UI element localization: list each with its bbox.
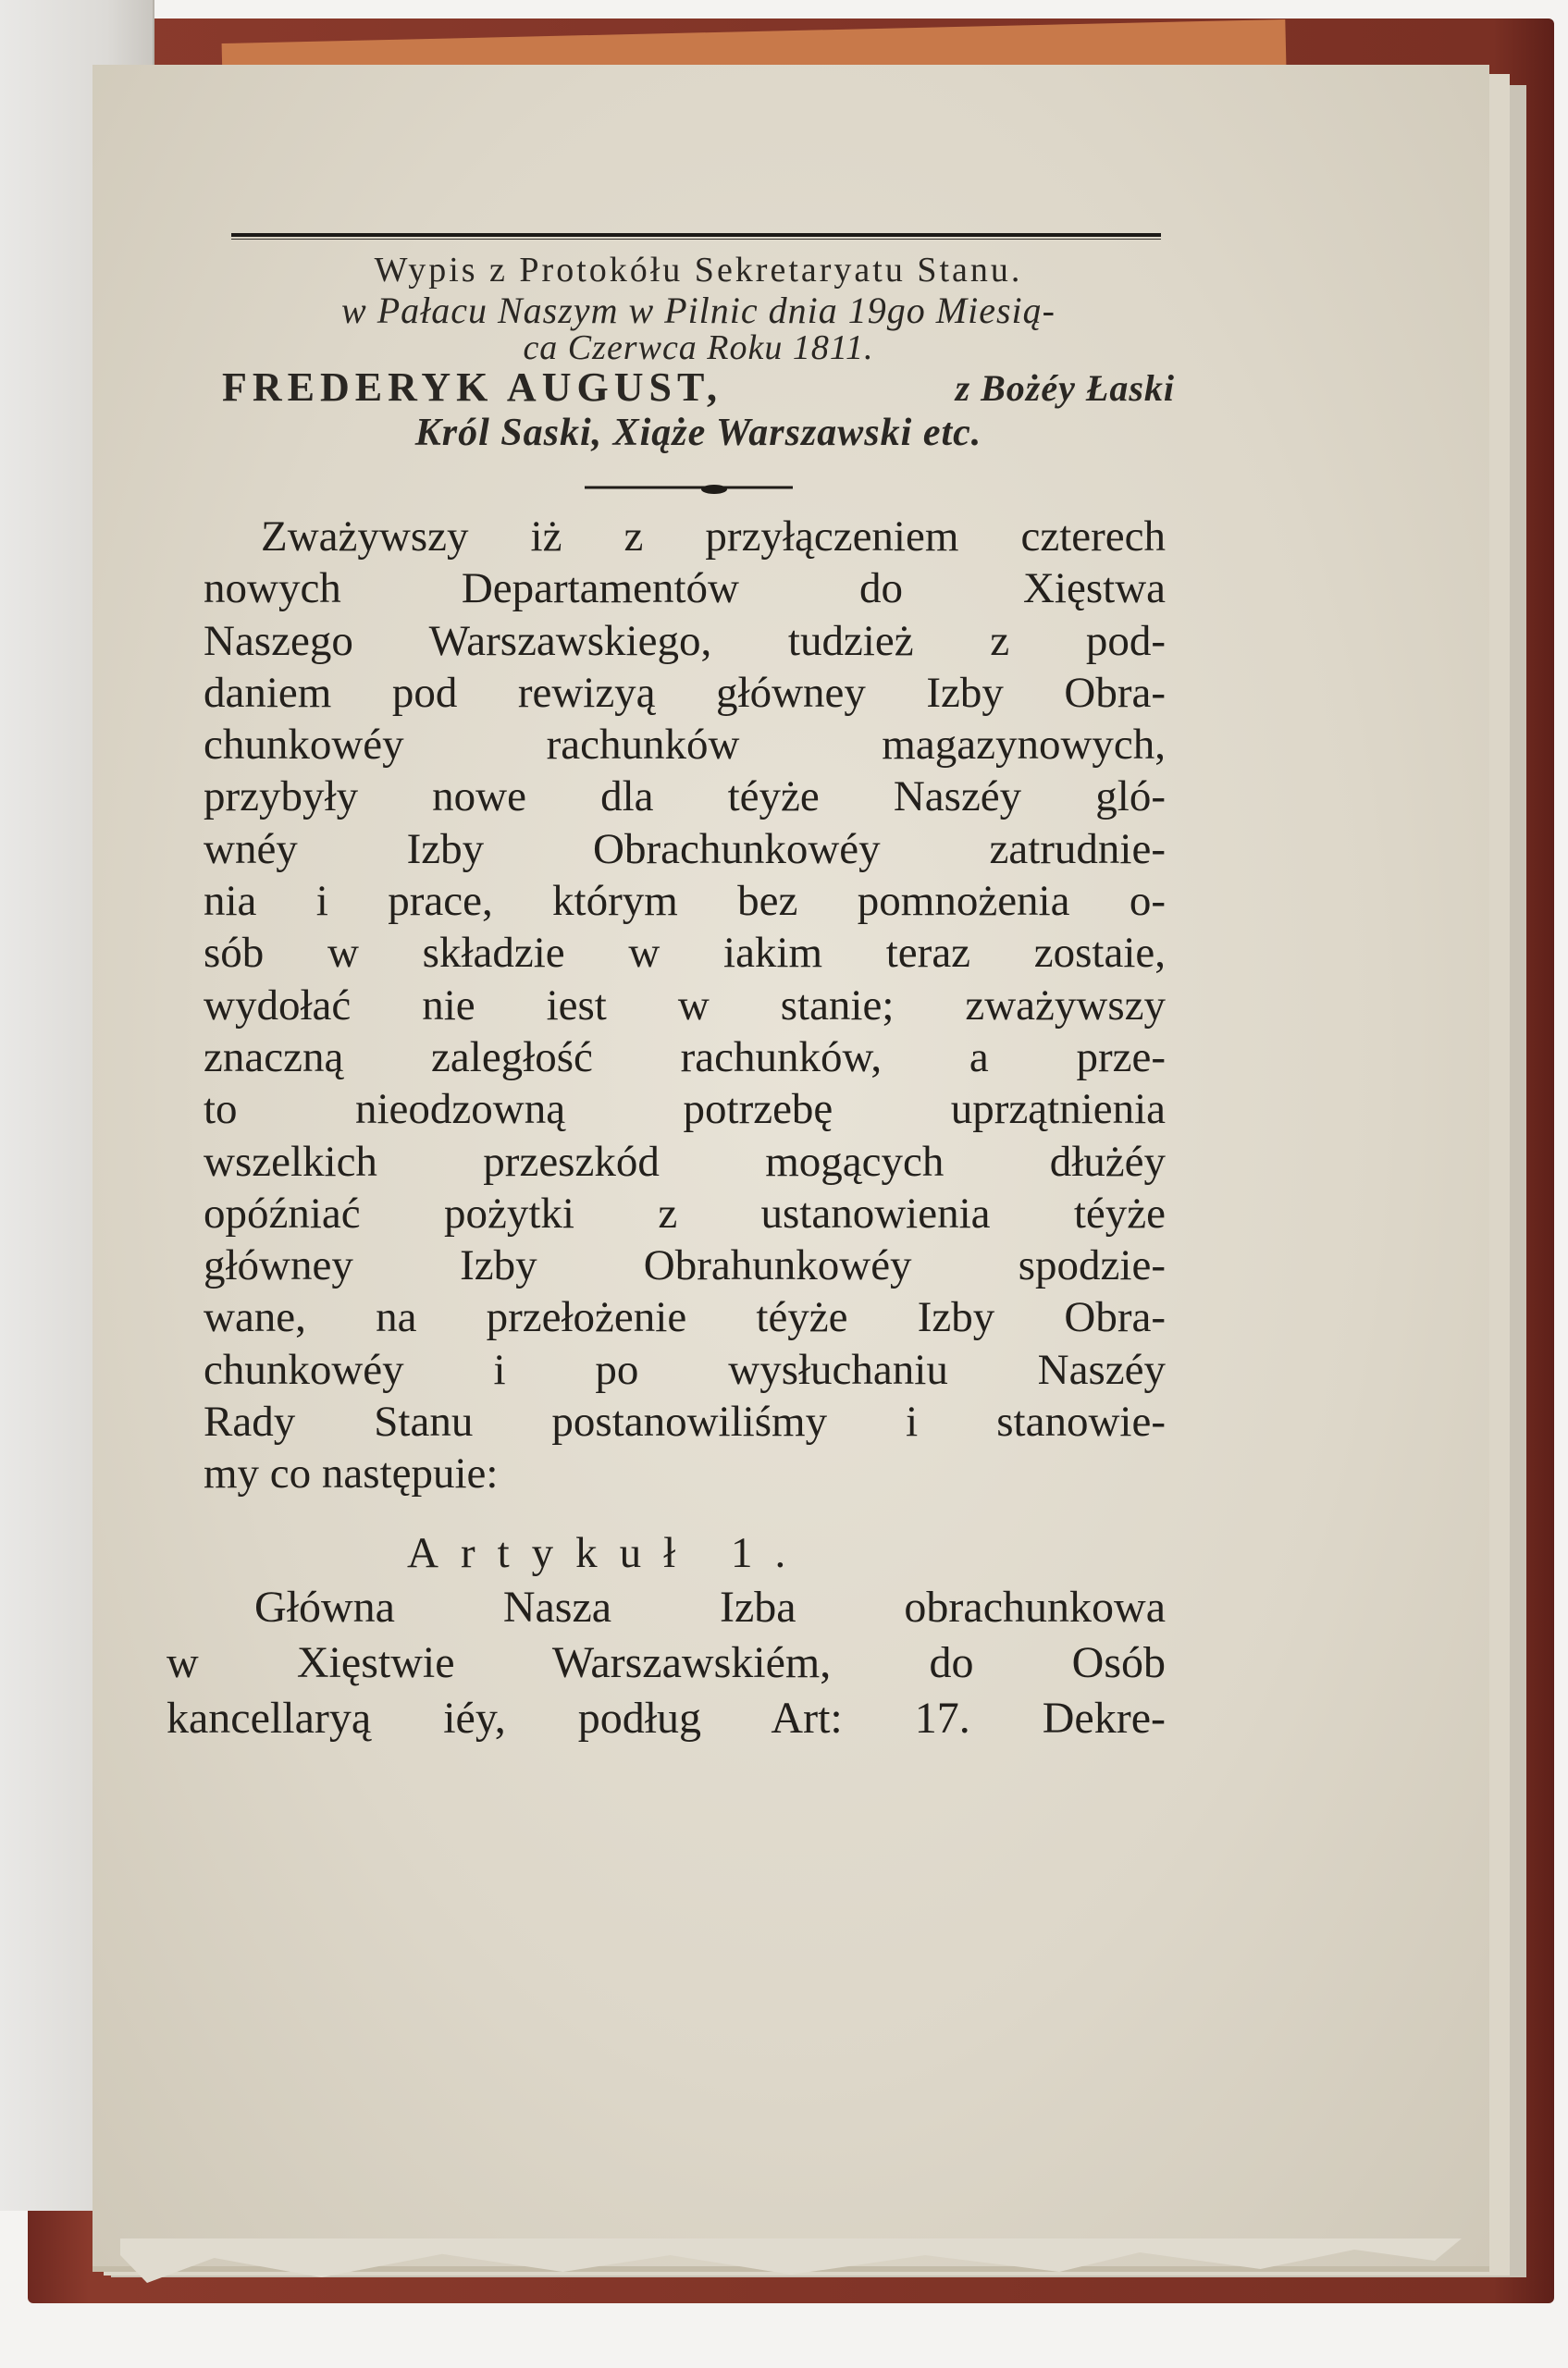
text-line: nowych Departamentów do Xięstwa bbox=[204, 564, 1166, 613]
text-line: my co następuie: bbox=[204, 1449, 499, 1498]
article-heading: Artykuł 1. bbox=[407, 1529, 809, 1577]
text-line: nia i prace, którym bez pomnożenia o- bbox=[204, 877, 1166, 926]
text-line: przybyły nowe dla téyże Naszéy gló- bbox=[204, 772, 1166, 821]
text-line: to nieodzowną potrzebę uprzątnienia bbox=[204, 1085, 1166, 1134]
text-line: wszelkich przeszkód mogących dłużéy bbox=[204, 1137, 1166, 1186]
text-line: chunkowéy i po wysłuchaniu Naszéy bbox=[204, 1345, 1166, 1394]
header-line-4 bbox=[222, 364, 1175, 411]
text-line: chunkowéy rachunków magazynowych, bbox=[204, 721, 1166, 770]
header-rule-thin bbox=[231, 239, 1161, 240]
text-line: sób w składzie w iakim teraz zostaie, bbox=[204, 929, 1166, 978]
article-paragraph bbox=[167, 1580, 1166, 1746]
text-line: znaczną zaległość rachunków, a prze- bbox=[204, 1032, 1166, 1081]
text-line: wnéy Izby Obrachunkowéy zatrudnie- bbox=[204, 824, 1166, 873]
text-line: wane, na przełożenie téyże Izby Obra- bbox=[204, 1293, 1166, 1342]
text-line: daniem pod rewizyą główney Izby Obra- bbox=[204, 668, 1166, 717]
article-text-line: Główna Nasza Izba obrachunkowa bbox=[254, 1583, 1166, 1632]
article-text-line: kancellaryą iéy, podług Art: 17. Dekre- bbox=[167, 1694, 1166, 1743]
header-line-1: Wypis z Protokółu Sekretaryatu Stanu. bbox=[374, 251, 1023, 290]
body-paragraph bbox=[204, 511, 1166, 1500]
header-line-3: ca Czerwca Roku 1811. bbox=[523, 328, 874, 367]
header-line-5: Król Saski, Xiąże Warszawski etc. bbox=[414, 412, 982, 454]
sovereign-title: z Bożéy Łaski bbox=[955, 367, 1175, 409]
text-line: Zważywszy iż z przyłączeniem czterech bbox=[261, 512, 1166, 561]
header-rule bbox=[231, 233, 1161, 237]
article-text-line: w Xięstwie Warszawskiém, do Osób bbox=[167, 1638, 1166, 1687]
text-line: główney Izby Obrahunkowéy spodzie- bbox=[204, 1241, 1166, 1290]
text-line: opóźniać pożytki z ustanowienia téyże bbox=[204, 1189, 1166, 1238]
sovereign-name: FREDERYK AUGUST, bbox=[222, 364, 723, 410]
text-line: Naszego Warszawskiego, tudzież z pod- bbox=[204, 616, 1166, 665]
header-line-2: w Pałacu Naszym w Pilnic dnia 19go Miesią- bbox=[341, 290, 1056, 331]
ornament-divider bbox=[585, 483, 793, 494]
text-line: Rady Stanu postanowiliśmy i stanowie- bbox=[204, 1398, 1166, 1447]
text-line: wydołać nie iest w stanie; zważywszy bbox=[204, 980, 1166, 1030]
